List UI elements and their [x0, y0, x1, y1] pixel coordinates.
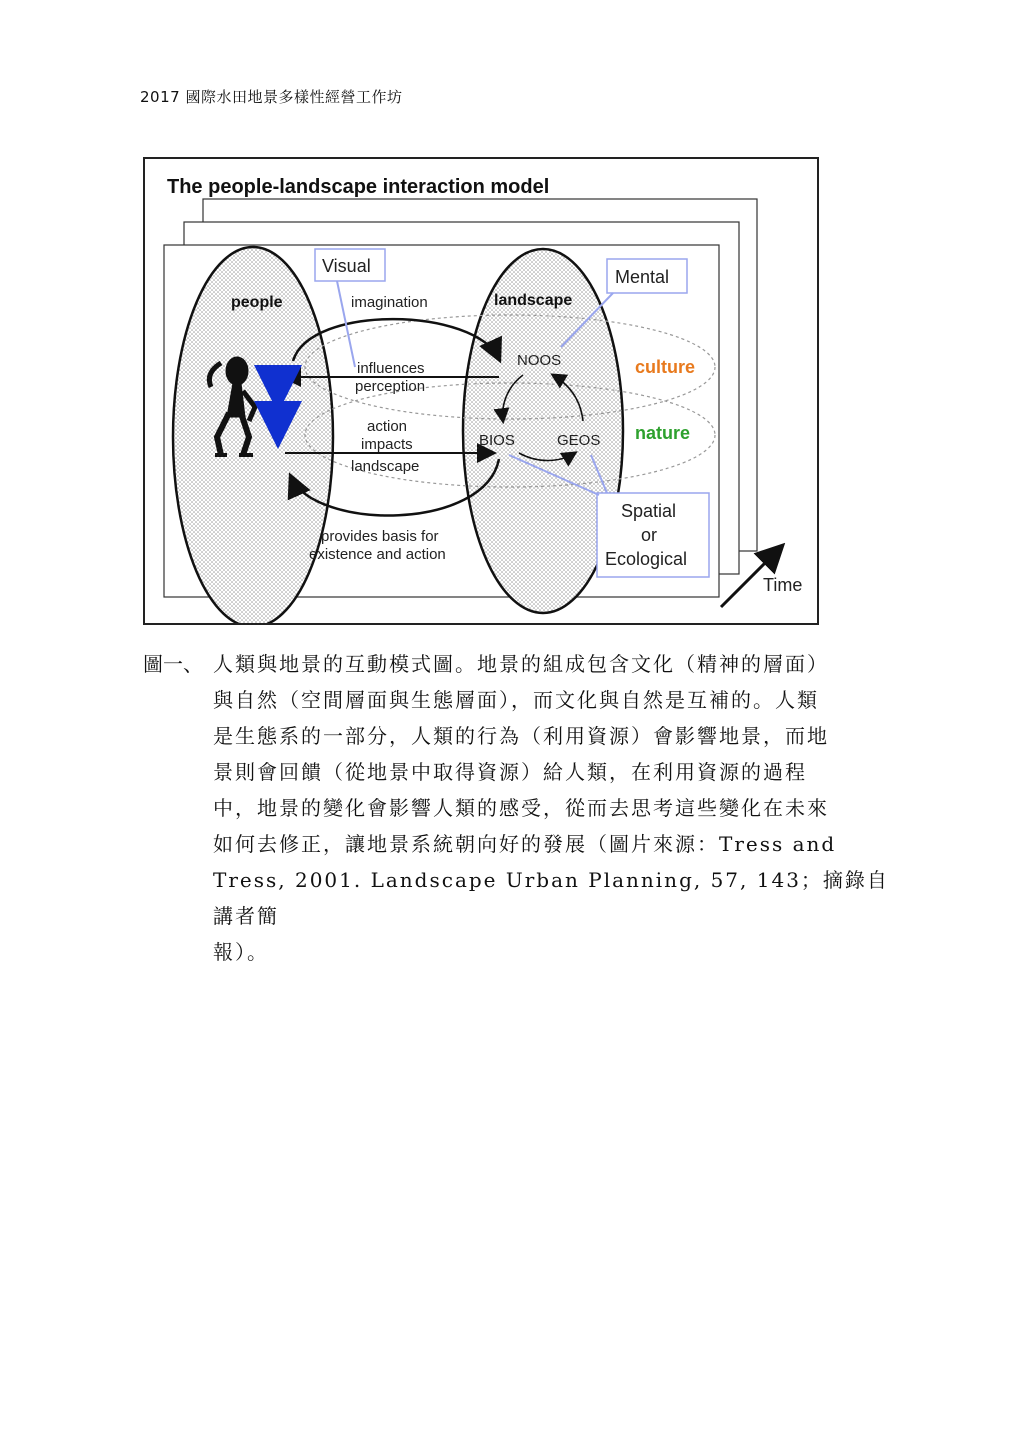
- caption-line-5: 中，地景的變化會影響人類的感受，從而去思考這些變化在未來: [213, 796, 829, 820]
- caption-line-8: 報）。: [213, 940, 269, 964]
- spatial-line3: Ecological: [605, 549, 688, 569]
- culture-label: culture: [635, 357, 696, 377]
- bios-label: BIOS: [479, 432, 515, 449]
- figure-title: The people-landscape interaction model: [167, 176, 550, 198]
- interaction-model-diagram: [145, 159, 817, 623]
- landscape-label: landscape: [494, 292, 573, 309]
- landscape-word-label: landscape: [351, 458, 420, 475]
- caption-line-7: Tress, 2001. Landscape Urban Planning, 57, 143；摘錄自講者簡: [213, 868, 889, 928]
- caption-line-4: 景則會回饋（從地景中取得資源）給人類，在利用資源的過程: [213, 760, 807, 784]
- figure-frame: [143, 157, 819, 625]
- caption-line-2: 與自然（空間層面與生態層面），而文化與自然是互補的。人類: [213, 688, 819, 712]
- noos-label: NOOS: [517, 352, 562, 369]
- figure-caption: [143, 646, 903, 970]
- people-label: people: [231, 294, 283, 311]
- caption-label: 圖一、: [143, 652, 203, 676]
- basis-line1: provides basis for: [321, 528, 439, 545]
- time-label: Time: [763, 575, 803, 595]
- spatial-line1: Spatial: [621, 501, 677, 521]
- impacts-label: impacts: [361, 436, 413, 453]
- perception-label: perception: [355, 378, 426, 395]
- action-label: action: [367, 418, 408, 435]
- basis-line2: existence and action: [309, 546, 446, 563]
- imagination-label: imagination: [351, 294, 428, 311]
- nature-label: nature: [635, 423, 691, 443]
- geos-label: GEOS: [557, 432, 601, 449]
- influences-label: influences: [357, 360, 425, 377]
- mental-box-label: Mental: [615, 267, 670, 287]
- visual-box-label: Visual: [322, 256, 371, 276]
- spatial-line2: or: [641, 525, 658, 545]
- page-header: 2017 國際水田地景多樣性經營工作坊: [140, 88, 403, 106]
- caption-line-6: 如何去修正，讓地景系統朝向好的發展（圖片來源：Tress and: [213, 832, 837, 856]
- caption-line-3: 是生態系的一部分，人類的行為（利用資源）會影響地景，而地: [213, 724, 829, 748]
- caption-line-1: 人類與地景的互動模式圖。地景的組成包含文化（精神的層面）: [213, 652, 829, 676]
